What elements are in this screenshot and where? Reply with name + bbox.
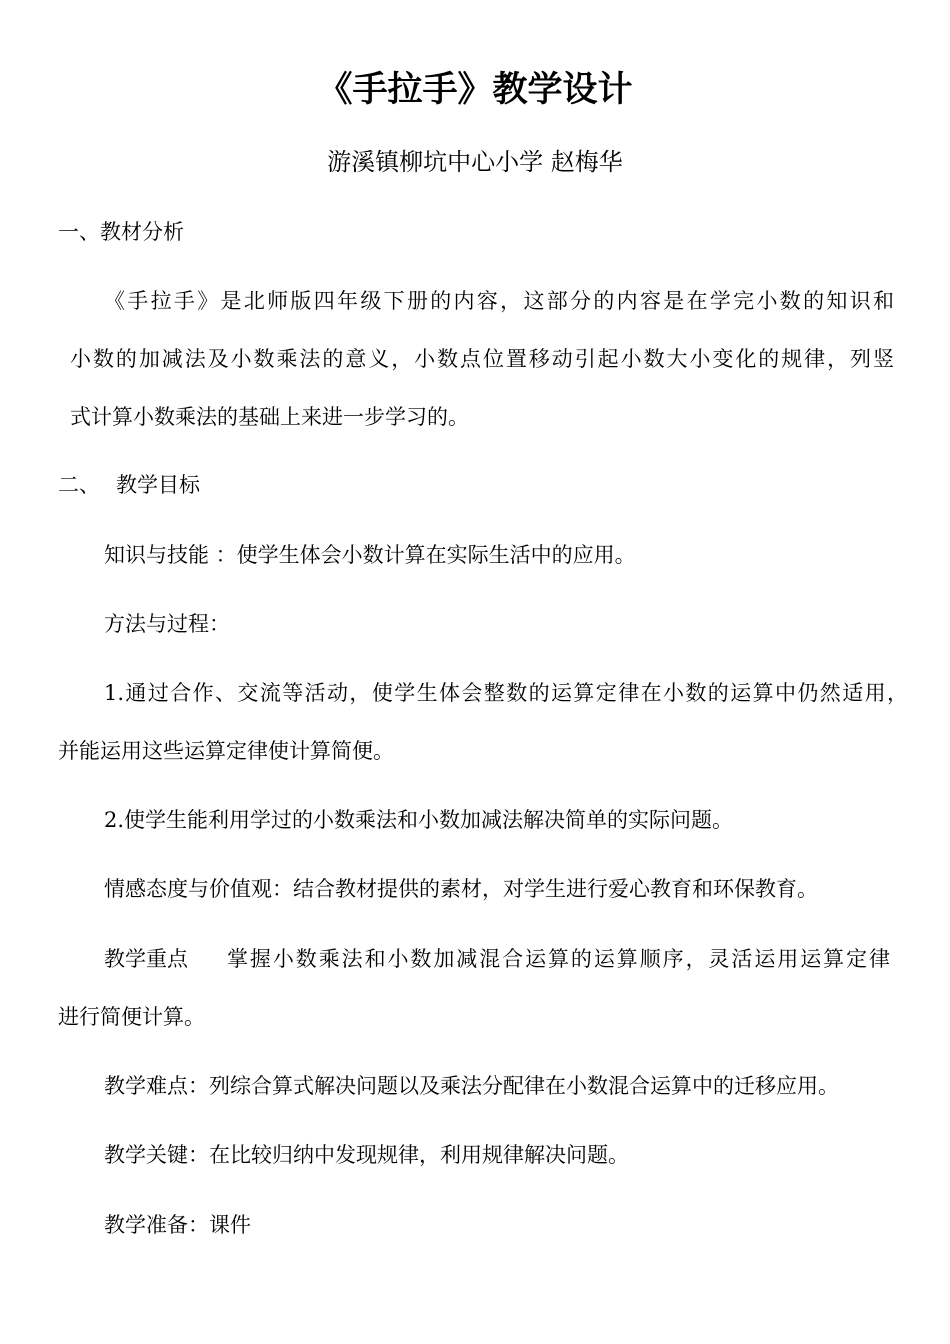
method-label: 方法与过程： (104, 612, 230, 636)
difficulty-line: 教学难点：列综合算式解决问题以及乘法分配律在小数混合运算中的迁移应用。 (104, 1074, 839, 1098)
section-heading-materials: 一、教材分析 (58, 220, 184, 244)
preparation-line: 教学准备：课件 (104, 1213, 251, 1237)
key-point-text: 掌握小数乘法和小数加减混合运算的运算顺序，灵活运用运算定律 (227, 947, 890, 971)
paragraph-line: 《手拉手》是北师版四年级下册的内容，这部分的内容是在学完小数的知识和 (104, 289, 894, 313)
section-heading-goals: 教学目标 (116, 473, 200, 497)
document-title: 《手拉手》教学设计 (317, 70, 633, 110)
section-heading-number: 二、 (58, 473, 100, 497)
paragraph-line: 式计算小数乘法的基础上来进一步学习的。 (70, 405, 469, 429)
skills-line: 知识与技能 ：使学生体会小数计算在实际生活中的应用。 (104, 543, 636, 567)
emotion-line: 情感态度与价值观：结合教材提供的素材，对学生进行爱心教育和环保教育。 (104, 877, 818, 901)
method-item-1: 1.通过合作、交流等活动，使学生体会整数的运算定律在小数的运算中仍然适用， (104, 681, 908, 705)
paragraph-line: 小数的加减法及小数乘法的意义，小数点位置移动引起小数大小变化的规律，列竖 (70, 347, 894, 371)
method-item-2: 2.使学生能利用学过的小数乘法和小数加减法解决简单的实际问题。 (104, 808, 734, 832)
author-line: 游溪镇柳坑中心小学 赵梅华 (327, 148, 623, 176)
key-point-cont: 进行简便计算。 (58, 1005, 205, 1029)
crux-line: 教学关键：在比较归纳中发现规律，利用规律解决问题。 (104, 1143, 629, 1167)
key-point-label: 教学重点 (104, 947, 188, 971)
method-item-1-cont: 并能运用这些运算定律使计算简便。 (58, 739, 394, 763)
